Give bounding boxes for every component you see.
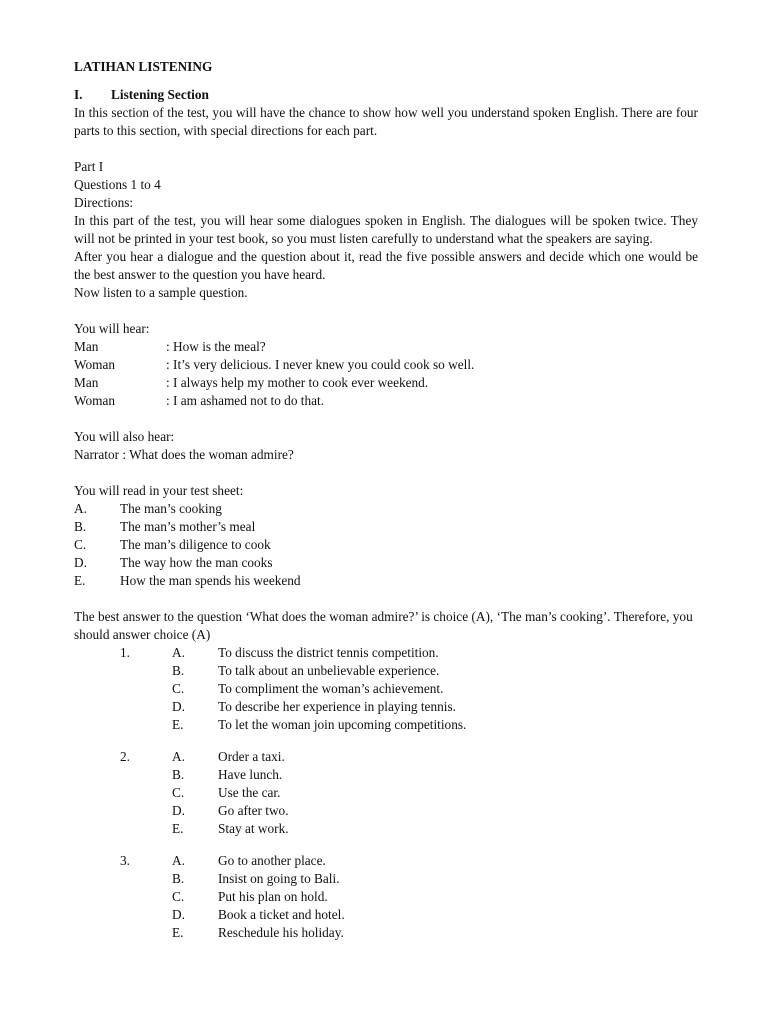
option-text: The man’s mother’s meal [120,519,256,534]
option-letter: E. [172,925,184,940]
option-letter: C. [172,681,185,696]
question-option [74,852,698,870]
question-option [74,870,698,888]
dialogue-line [74,374,698,392]
question-2 [74,748,698,838]
option-letter: B. [172,663,185,678]
option-letter: A. [172,749,185,764]
speaker: Man [74,339,99,354]
document-content [74,58,698,942]
section-heading [74,86,698,104]
hear-label: You will hear: [74,321,150,336]
question-3 [74,852,698,942]
questions-range: Questions 1 to 4 [74,177,161,192]
option-text: Order a taxi. [218,749,285,764]
option-letter: C. [74,537,87,552]
directions-label: Directions: [74,195,134,210]
speaker: Man [74,375,99,390]
section-title: Listening Section [111,87,209,102]
question-option [74,748,698,766]
dialogue-line [74,356,698,374]
option-text: The man’s cooking [120,501,222,516]
question-option [74,680,698,698]
read-label: You will read in your test sheet: [74,483,244,498]
dialogue-text: : I am ashamed not to do that. [166,393,325,408]
question-option [74,820,698,838]
document-title: LATIHAN LISTENING [74,59,213,74]
option-letter: D. [172,803,185,818]
question-option [74,906,698,924]
speaker: Woman [74,357,116,372]
spacer [74,734,698,748]
question-option [74,888,698,906]
option-text: Go to another place. [218,853,326,868]
option-letter: B. [172,767,185,782]
option-text: Put his plan on hold. [218,889,328,904]
option-text: How the man spends his weekend [120,573,301,588]
option-text: To discuss the district tennis competition. [218,645,439,660]
sample-option [74,554,698,572]
option-letter: E. [172,717,184,732]
part-label: Part I [74,159,104,174]
question-option [74,924,698,942]
option-letter: C. [172,785,185,800]
spacer [74,838,698,852]
option-text: Go after two. [218,803,289,818]
sample-options [74,500,698,590]
question-option [74,698,698,716]
question-number: 2. [120,749,130,764]
option-text: Stay at work. [218,821,289,836]
option-letter: C. [172,889,185,904]
dialogue-text: : I always help my mother to cook ever weekend. [166,375,429,390]
best-answer-explanation: The best answer to the question ‘What does the woman admire?’ is choice (A), ‘The man’s cooking’. Therefore, you should answer choice (A) [74,609,693,642]
option-letter: D. [172,907,185,922]
option-letter: A. [74,501,87,516]
dialogue-line [74,338,698,356]
spacer [74,590,698,608]
option-letter: B. [74,519,87,534]
option-letter: A. [172,645,185,660]
option-text: Have lunch. [218,767,283,782]
spacer [74,302,698,320]
section-number: I. [74,87,83,102]
spacer [74,464,698,482]
option-text: Reschedule his holiday. [218,925,344,940]
question-number: 1. [120,645,130,660]
dialogue-text: : It’s very delicious. I never knew you could cook so well. [166,357,475,372]
directions-paragraph-3: Now listen to a sample question. [74,285,248,300]
option-text: Insist on going to Bali. [218,871,340,886]
dialogue-line [74,392,698,410]
option-text: To compliment the woman’s achievement. [218,681,444,696]
sample-option [74,518,698,536]
spacer [74,140,698,158]
option-text: Book a ticket and hotel. [218,907,345,922]
question-1 [74,644,698,734]
option-letter: B. [172,871,185,886]
directions-paragraph-1: In this part of the test, you will hear some dialogues spoken in English. The dialogues will be spoken twice. They will not be printed in your test book, so you must listen carefully to understand what the speakers are saying. [74,213,698,246]
option-text: The way how the man cooks [120,555,273,570]
question-option [74,766,698,784]
section-intro: In this section of the test, you will have the chance to show how well you understand spoken English. There are four parts to this section, with special directions for each part. [74,105,698,138]
option-text: To describe her experience in playing tennis. [218,699,456,714]
option-text: To let the woman join upcoming competitions. [218,717,467,732]
option-letter: A. [172,853,185,868]
question-option [74,716,698,734]
sample-option [74,500,698,518]
sample-option [74,536,698,554]
speaker: Woman [74,393,116,408]
option-letter: E. [172,821,184,836]
question-option [74,802,698,820]
also-hear-label: You will also hear: [74,429,175,444]
question-option [74,644,698,662]
option-text: The man’s diligence to cook [120,537,271,552]
sample-dialogue [74,338,698,410]
option-letter: E. [74,573,86,588]
option-letter: D. [172,699,185,714]
question-number: 3. [120,853,130,868]
question-option [74,662,698,680]
question-option [74,784,698,802]
narrator-question: Narrator : What does the woman admire? [74,447,294,462]
directions-paragraph-2: After you hear a dialogue and the question about it, read the five possible answers and decide which one would be the best answer to the question you have heard. [74,249,698,282]
dialogue-text: : How is the meal? [166,339,266,354]
option-text: To talk about an unbelievable experience. [218,663,440,678]
option-text: Use the car. [218,785,281,800]
option-letter: D. [74,555,87,570]
sample-option [74,572,698,590]
spacer [74,410,698,428]
